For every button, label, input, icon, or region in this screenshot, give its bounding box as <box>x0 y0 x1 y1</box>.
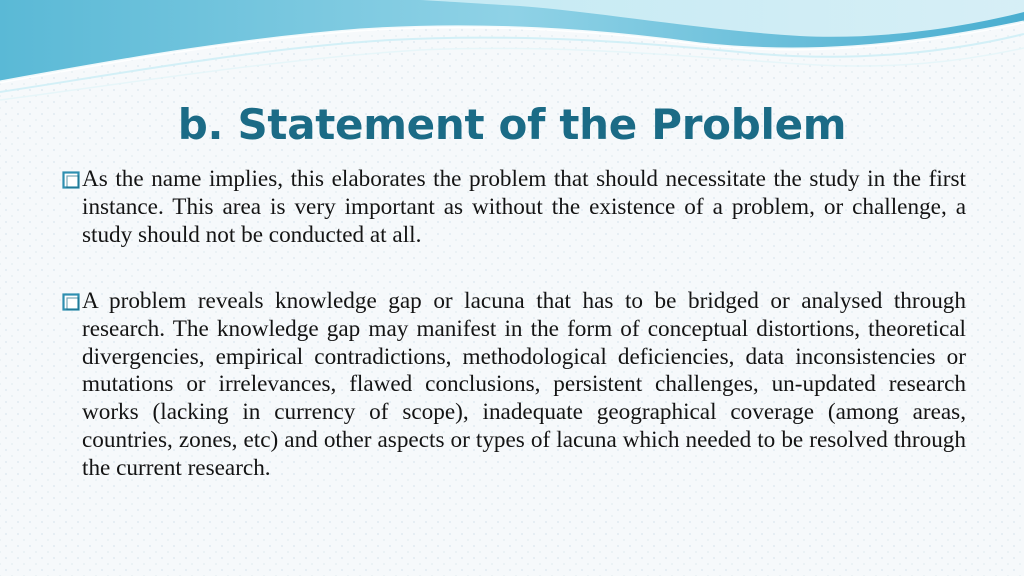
bullet-text: A problem reveals knowledge gap or lacuna that has to be bridged or analysed through research. The knowledge gap may manifest in the form of conceptual distortions, theoretical divergencies, empirical contradictions, methodological deficiencies, data inconsistencies or mutations or irrelevances, flawed conclusions, persistent challenges, un-updated research works (lacking in currency of scope), inadequate geographical coverage (among areas, countries, zones, etc) and other aspects or types of lacuna which needed to be resolved through the current research. <box>82 288 966 481</box>
slide-title: b. Statement of the Problem <box>177 100 847 149</box>
bullet-item <box>62 288 966 483</box>
checkbox-square-icon <box>62 293 80 311</box>
bullet-text: As the name implies, this elaborates the problem that should necessitate the study in the first instance. This area is very important as without the existence of a problem, or challenge, a study should not be conducted at all. <box>82 166 966 248</box>
checkbox-square-icon <box>62 171 80 189</box>
bullet-item <box>62 166 966 249</box>
header-wave-decoration <box>0 0 1024 110</box>
